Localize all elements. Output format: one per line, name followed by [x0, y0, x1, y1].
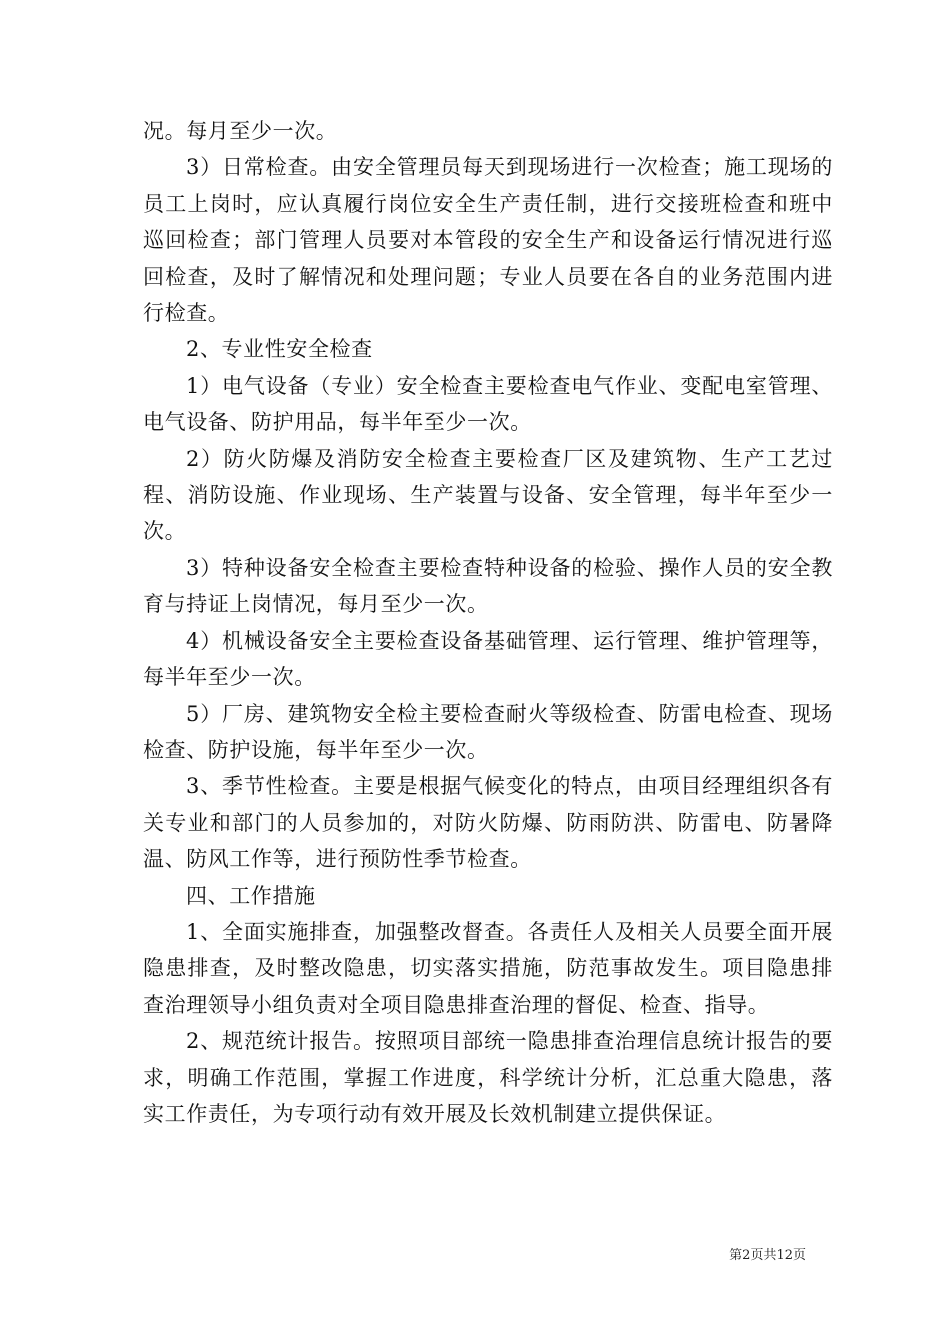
paragraph: 2、规范统计报告。按照项目部统一隐患排查治理信息统计报告的要求，明确工作范围，掌握工作进度，科学统计分析，汇总重大隐患，落实工作责任，为专项行动有效开展及长效机制建立提供保证。: [143, 1029, 833, 1126]
paragraph: 5）厂房、建筑物安全检主要检查耐火等级检查、防雷电检查、现场检查、防护设施，每半年至少一次。: [143, 701, 833, 762]
paragraph: 4）机械设备安全主要检查设备基础管理、运行管理、维护管理等，每半年至少一次。: [143, 628, 833, 690]
section-heading: 四、工作措施: [186, 883, 316, 908]
paragraph: 3）日常检查。由安全管理员每天到现场进行一次检查；施工现场的员工上岗时，应认真履行岗位安全生产责任制，进行交接班检查和班中巡回检查；部门管理人员要对本管段的安全生产和设备运行情况进行巡回检查，及时了解情况和处理问题；专业人员要在各自的业务范围内进行检查。: [143, 155, 833, 326]
page-number: 第2页共12页: [729, 1248, 806, 1263]
paragraph: 1）电气设备（专业）安全检查主要检查电气作业、变配电室管理、电气设备、防护用品，每半年至少一次。: [143, 373, 833, 435]
paragraph: 2）防火防爆及消防安全检查主要检查厂区及建筑物、生产工艺过程、消防设施、作业现场、生产装置与设备、安全管理，每半年至少一次。: [143, 446, 833, 544]
section-heading: 2、专业性安全检查: [186, 337, 373, 362]
paragraph: 3）特种设备安全检查主要检查特种设备的检验、操作人员的安全教育与持证上岗情况，每月至少一次。: [143, 555, 833, 617]
paragraph: 3、季节性检查。主要是根据气候变化的特点，由项目经理组织各有关专业和部门的人员参加的，对防火防爆、防雨防洪、防雷电、防暑降温、防风工作等，进行预防性季节检查。: [143, 774, 833, 872]
paragraph: 1、全面实施排查，加强整改督查。各责任人及相关人员要全面开展隐患排查，及时整改隐患，切实落实措施，防范事故发生。项目隐患排查治理领导小组负责对全项目隐患排查治理的督促、检查、指导。: [143, 919, 833, 1017]
document-body: [143, 113, 833, 1132]
paragraph: 况。每月至少一次。: [143, 119, 338, 143]
